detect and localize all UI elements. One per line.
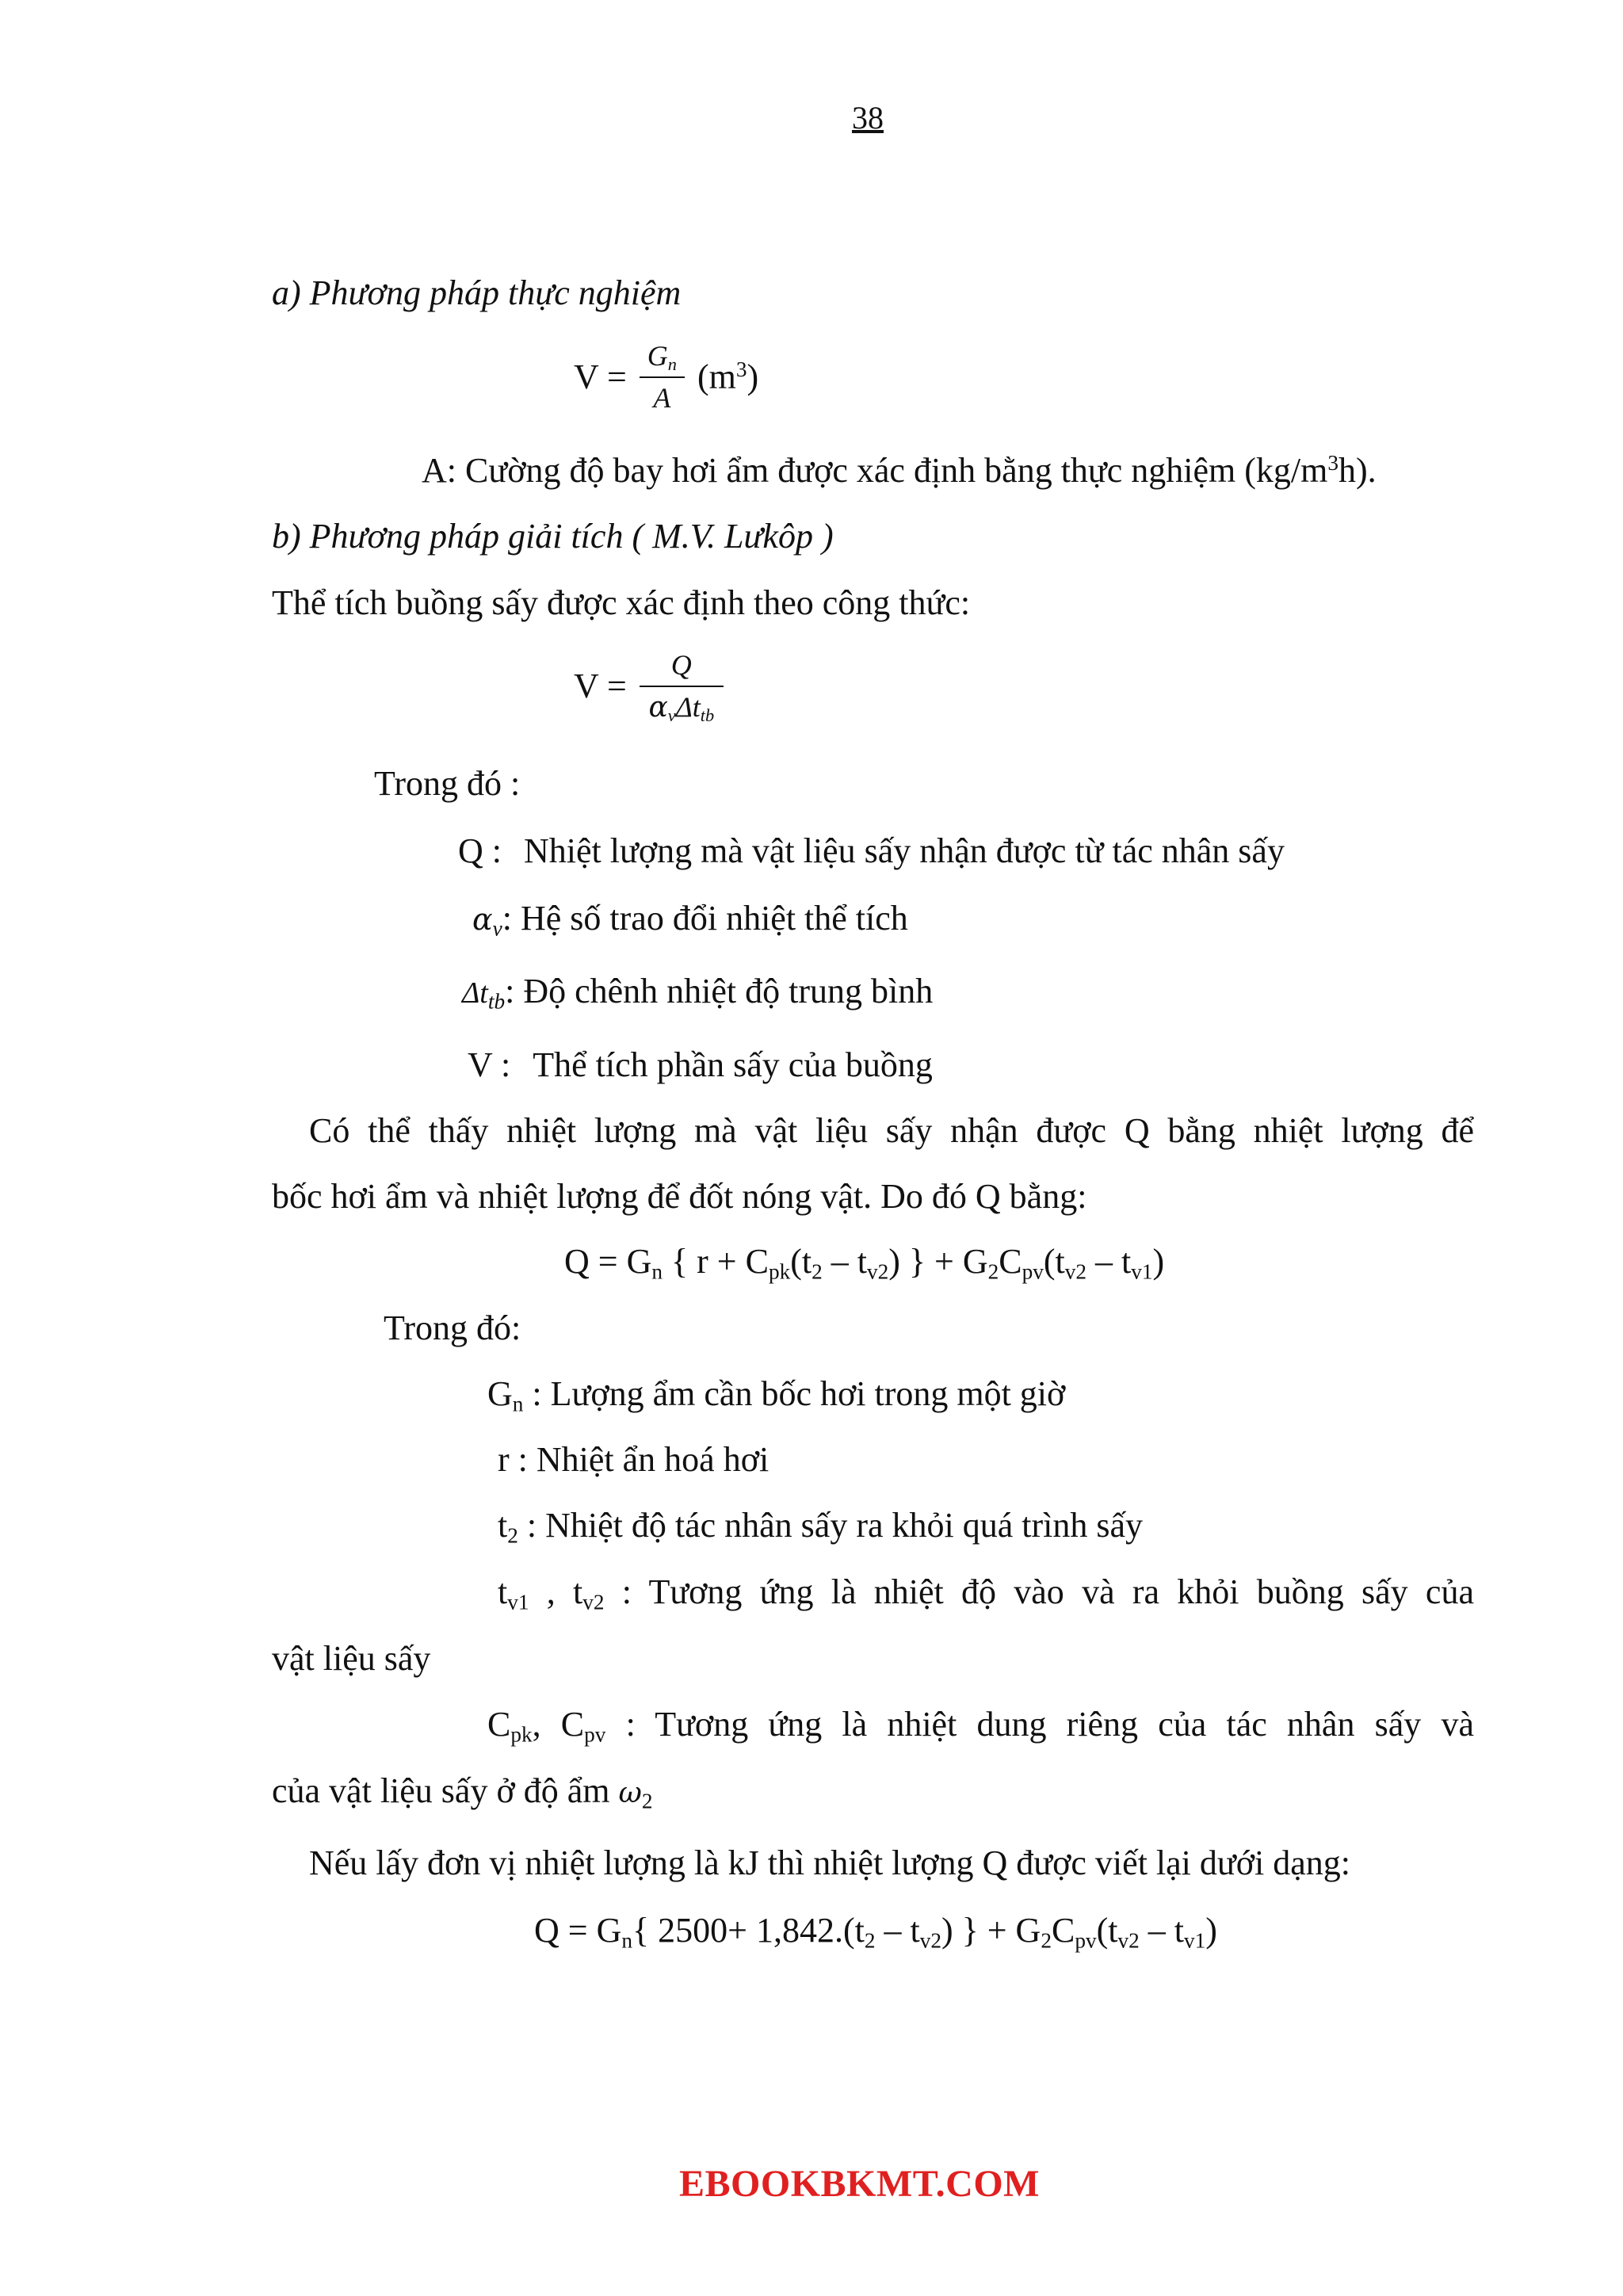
def-tv: $t_{v1}$ , $t_{v2}$ : Tương ứng là nhiệt độ vào và ra khỏi buồng sấy của <box>498 1572 1474 1614</box>
formula-lhs: V = <box>574 357 627 396</box>
def-q: Q : Nhiệt lượng mà vật liệu sấy nhận được từ tác nhân sấy <box>458 831 1285 870</box>
def-tv-continuation: vật liệu sấy <box>272 1639 431 1678</box>
formula-1-description: A: Cường độ bay hơi ẩm được xác định bằng thực nghiệm $(kg/m^3h)$. <box>422 451 1377 490</box>
formula-heat-q-kj: $Q = G_n${ $2500+ 1,842.(t_2 - t_{v2})$ } + $G_2C_{pv}(t_{v2} - t_{v1})$ <box>534 1911 1217 1953</box>
def-delta: $\Delta t_{tb}$: Độ chênh nhiệt độ trung bình <box>462 972 934 1014</box>
footer-watermark: EBOOKBKMT.COM <box>679 2163 1040 2205</box>
section-b-heading: b) Phương pháp giải tích ( M.V. Lưkôp ) <box>272 517 834 556</box>
formula-unit: $(m^3)$ <box>697 357 759 396</box>
where-label-1: Trong đó : <box>374 764 521 803</box>
def-v: V : Thể tích phần sấy của buồng <box>468 1045 933 1084</box>
fraction-numerator: Q <box>640 648 724 687</box>
def-alpha: $\alpha_v$: Hệ số trao đổi nhiệt thể tích <box>472 899 908 941</box>
formula-heat-q: $Q = G_n$ { $r + C_{pk}(t_2 - t_{v2})$ } + $G_2C_{pv}(t_{v2} - t_{v1})$ <box>564 1242 1165 1284</box>
paragraph-2: Nếu lấy đơn vị nhiệt lượng là kJ thì nhiệt lượng Q được viết lại dưới dạng: <box>309 1843 1350 1882</box>
def-t2: $t_2$ : Nhiệt độ tác nhân sấy ra khỏi quá trình sấy <box>498 1506 1144 1548</box>
formula-analytical <box>574 648 724 724</box>
fraction-denominator: $\alpha_v\Delta t_{tb}$ <box>648 691 715 726</box>
paragraph-1-line-1: Có thể thấy nhiệt lượng mà vật liệu sấy nhận được Q bằng nhiệt lượng để <box>309 1111 1474 1150</box>
fraction-numerator: $G_n$ <box>640 339 685 378</box>
paragraph-1-line-2: bốc hơi ẩm và nhiệt lượng để đốt nóng vật. Do đó Q bằng: <box>272 1177 1087 1216</box>
def-gn: $G_n$ : Lượng ẩm cần bốc hơi trong một giờ <box>487 1374 1066 1416</box>
formula-experimental <box>574 339 758 415</box>
section-a-heading: a) Phương pháp thực nghiệm <box>272 273 682 312</box>
fraction-denominator: A <box>653 382 671 415</box>
fraction <box>640 339 685 415</box>
fraction <box>640 648 724 724</box>
where-label-2: Trong đó: <box>384 1308 521 1347</box>
def-r: r : Nhiệt ẩn hoá hơi <box>498 1440 769 1479</box>
def-c-continuation: của vật liệu sấy ở độ ẩm $\omega_2$ <box>272 1771 653 1813</box>
page-number: 38 <box>852 100 884 136</box>
def-c: $C_{pk}$, $C_{pv}$ : Tương ứng là nhiệt dung riêng của tác nhân sấy và <box>487 1705 1474 1747</box>
volume-intro: Thể tích buồng sấy được xác định theo công thức: <box>272 583 971 622</box>
formula-lhs: V = <box>574 666 627 705</box>
